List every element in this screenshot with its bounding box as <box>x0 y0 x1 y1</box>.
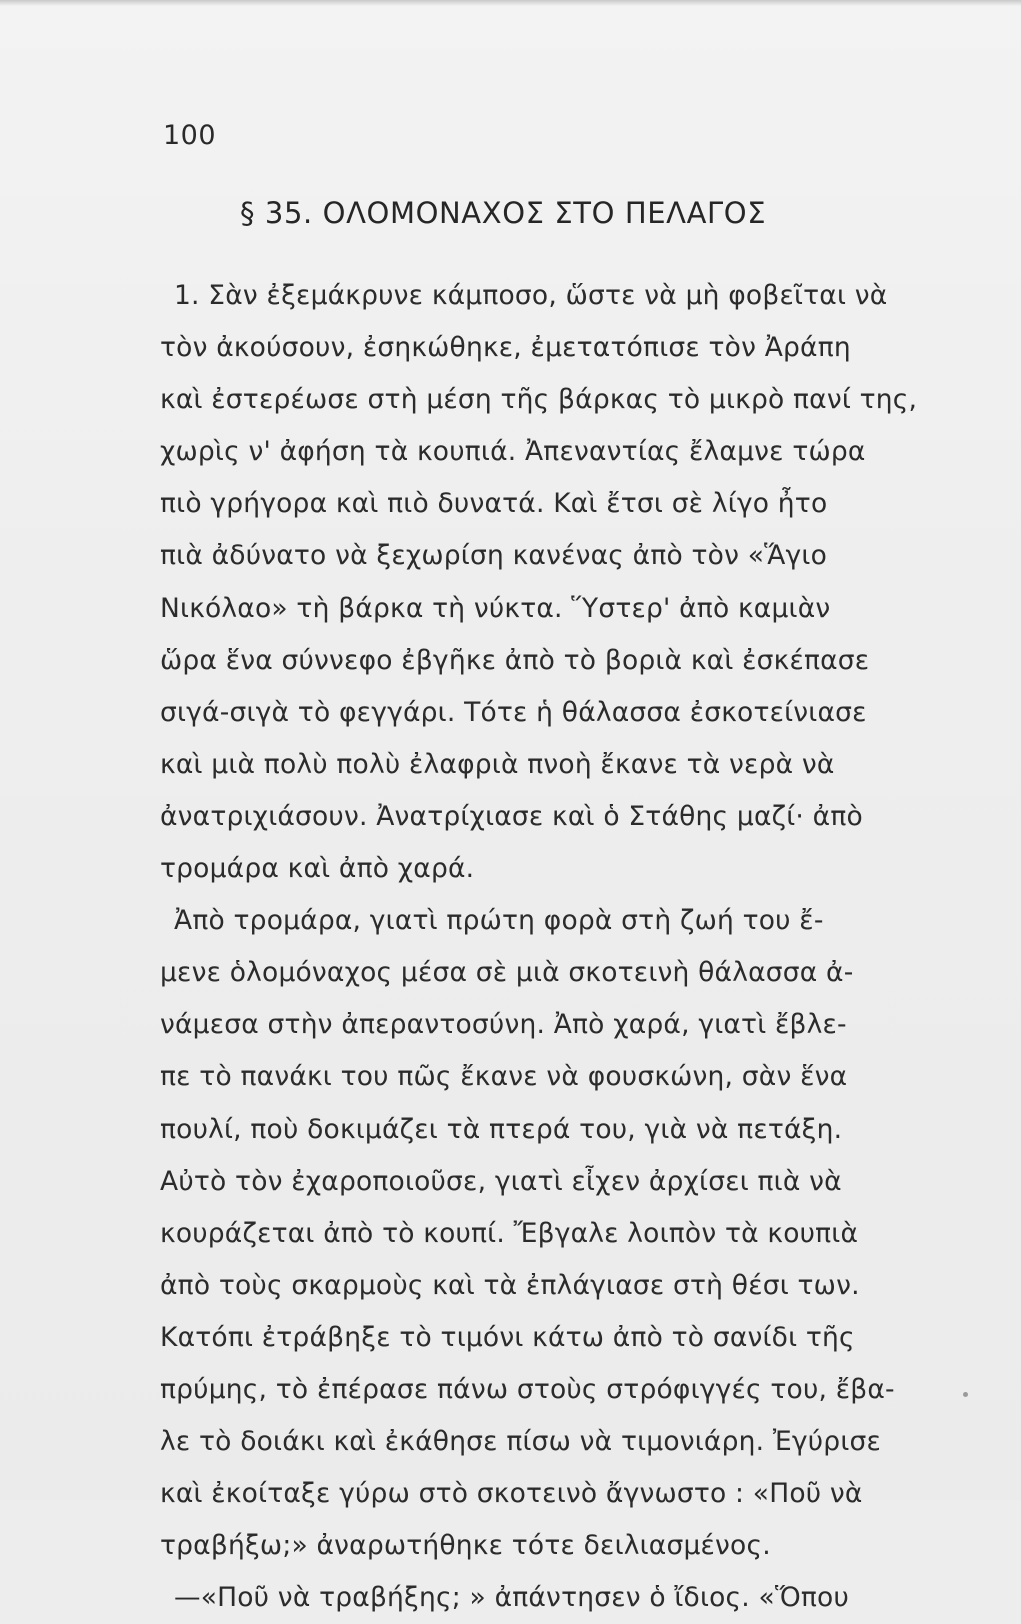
text-line: πρύμης, τὸ ἐπέρασε πάνω στοὺς στρόφιγγές του, ἔβα- <box>160 1373 895 1405</box>
text-line: τραβήξω;» ἀναρωτήθηκε τότε δειλιασμένος. <box>160 1530 771 1562</box>
text-line: Αὐτὸ τὸν ἐχαροποιοῦσε, γιατὶ εἶχεν ἀρχίσει πιὰ νὰ <box>160 1165 842 1197</box>
text-line: ὥρα ἕνα σύννεφο ἐβγῆκε ἀπὸ τὸ βοριὰ καὶ ἐσκέπασε <box>160 644 870 676</box>
text-line: καὶ μιὰ πολὺ πολὺ ἐλαφριὰ πνοὴ ἔκανε τὰ νερὰ νὰ <box>160 748 835 780</box>
text-line: πουλί, ποὺ δοκιμάζει τὰ πτερά του, γιὰ νὰ πετάξη. <box>160 1113 843 1145</box>
page-top-edge <box>0 0 1021 6</box>
text-line: νάμεσα στὴν ἀπεραντοσύνη. Ἀπὸ χαρά, γιατὶ ἔβλε- <box>160 1009 847 1041</box>
text-line: χωρὶς ν' ἀφήση τὰ κουπιά. Ἀπεναντίας ἔλαμνε τώρα <box>160 436 866 468</box>
text-line: πιὸ γρήγορα καὶ πιὸ δυνατά. Καὶ ἔτσι σὲ λίγο ἦτο <box>160 488 828 520</box>
text-line: Ἀπὸ τρομάρα, γιατὶ πρώτη φορὰ στὴ ζωή του ἔ- <box>174 905 824 937</box>
text-line: Κατόπι ἐτράβηξε τὸ τιμόνι κάτω ἀπὸ τὸ σανίδι τῆς <box>160 1321 855 1353</box>
section-title: § 35. ΟΛΟΜΟΝΑΧΟΣ ΣΤΟ ΠΕΛΑΓΟΣ <box>240 196 767 230</box>
text-line: ἀνατριχιάσουν. Ἀνατρίχιασε καὶ ὁ Στάθης μαζί· ἀπὸ <box>160 800 863 832</box>
text-line: τρομάρα καὶ ἀπὸ χαρά. <box>160 853 475 885</box>
body-text <box>160 270 940 1624</box>
text-line: λε τὸ δοιάκι καὶ ἐκάθησε πίσω νὰ τιμονιάρη. Ἐγύρισε <box>160 1426 882 1458</box>
text-line: 1. Σὰν ἐξεμάκρυνε κάμποσο, ὥστε νὰ μὴ φοβεῖται νὰ <box>174 280 888 311</box>
paper-speck <box>963 1392 968 1397</box>
text-line: πε τὸ πανάκι του πῶς ἔκανε νὰ φουσκώνη, σὰν ἕνα <box>160 1061 848 1093</box>
page-number: 100 <box>163 120 217 151</box>
text-line: τὸν ἀκούσουν, ἐσηκώθηκε, ἐμετατόπισε τὸν Ἀράπη <box>160 332 851 364</box>
text-line: Νικόλαο» τὴ βάρκα τὴ νύκτα. Ὕστερ' ἀπὸ καμιὰν <box>160 592 831 624</box>
text-line: καὶ ἐκοίταξε γύρω στὸ σκοτεινὸ ἄγνωστο : «Ποῦ νὰ <box>160 1478 863 1510</box>
text-line: σιγά-σιγὰ τὸ φεγγάρι. Τότε ἡ θάλασσα ἐσκοτείνιασε <box>160 696 867 728</box>
text-line: ἀπὸ τοὺς σκαρμοὺς καὶ τὰ ἐπλάγιασε στὴ θέσι των. <box>160 1269 860 1301</box>
text-line: πιὰ ἀδύνατο νὰ ξεχωρίση κανένας ἀπὸ τὸν «Ἅγιο <box>160 540 828 572</box>
text-line: κουράζεται ἀπὸ τὸ κουπί. Ἔβγαλε λοιπὸν τὰ κουπιὰ <box>160 1217 859 1249</box>
text-line: —«Ποῦ νὰ τραβήξης; » ἀπάντησεν ὁ ἴδιος. «Ὅπου <box>174 1582 849 1614</box>
text-line: μενε ὁλομόναχος μέσα σὲ μιὰ σκοτεινὴ θάλασσα ἀ- <box>160 957 854 989</box>
text-line: καὶ ἐστερέωσε στὴ μέση τῆς βάρκας τὸ μικρὸ πανί της, <box>160 384 918 416</box>
